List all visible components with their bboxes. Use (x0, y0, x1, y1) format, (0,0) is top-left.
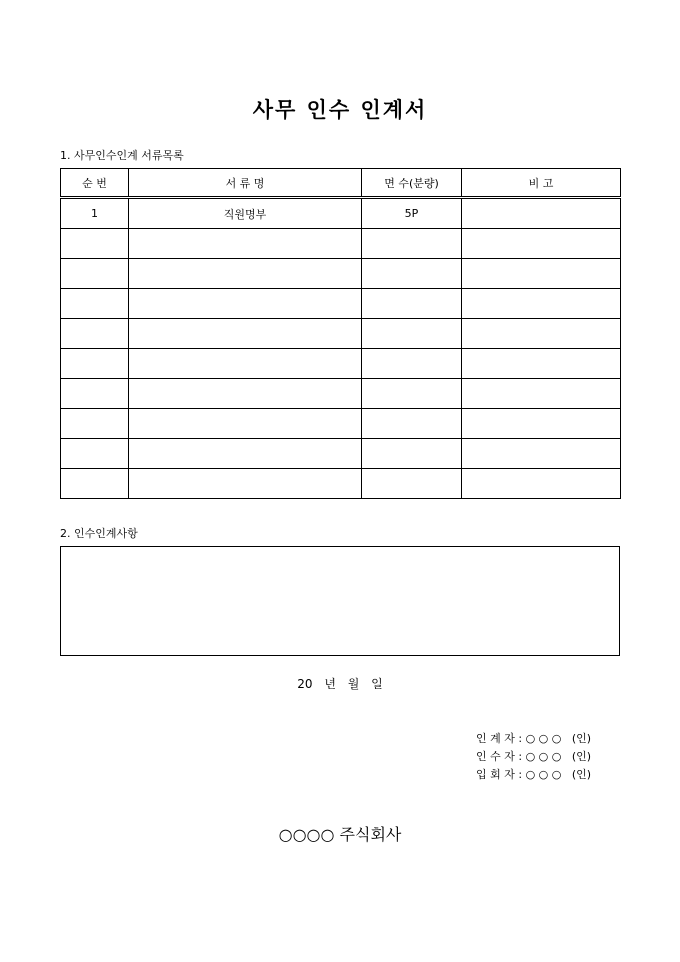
cell-page-count (362, 319, 462, 349)
document-title: 사무 인수 인계서 (252, 98, 428, 122)
table-row (61, 379, 621, 409)
cell-remarks (462, 469, 621, 499)
signer-name: ○ ○ ○ (525, 732, 562, 745)
cell-number (61, 259, 129, 289)
cell-remarks (462, 379, 621, 409)
cell-number (61, 319, 129, 349)
cell-number (61, 469, 129, 499)
cell-page-count (362, 229, 462, 259)
cell-page-count (362, 289, 462, 319)
header-page-count: 면 수(분량) (362, 169, 462, 198)
cell-document-name: 직원명부 (129, 198, 362, 229)
cell-document-name (129, 379, 362, 409)
cell-remarks (462, 319, 621, 349)
signer-name: ○ ○ ○ (525, 750, 562, 763)
cell-document-name (129, 469, 362, 499)
cell-number (61, 409, 129, 439)
cell-remarks (462, 259, 621, 289)
cell-page-count (362, 439, 462, 469)
table-row (61, 469, 621, 499)
signer-seal: (인) (571, 732, 592, 745)
table-row (61, 349, 621, 379)
signer-name: ○ ○ ○ (525, 768, 562, 781)
cell-document-name (129, 349, 362, 379)
cell-page-count: 5P (362, 198, 462, 229)
cell-remarks (462, 289, 621, 319)
signer-role: 인 수 자 : (476, 750, 523, 763)
table-row (61, 259, 621, 289)
header-document-name: 서 류 명 (129, 169, 362, 198)
cell-remarks (462, 409, 621, 439)
cell-page-count (362, 379, 462, 409)
table-row (61, 409, 621, 439)
section1-label: 1. 사무인수인계 서류목록 (60, 149, 184, 162)
signer-seal: (인) (571, 750, 592, 763)
cell-page-count (362, 259, 462, 289)
table-header-row (61, 169, 621, 198)
table-row (61, 289, 621, 319)
cell-number: 1 (61, 198, 129, 229)
signer-role: 인 계 자 : (476, 732, 523, 745)
cell-page-count (362, 469, 462, 499)
cell-document-name (129, 289, 362, 319)
signer-witness (476, 766, 591, 784)
cell-number (61, 439, 129, 469)
handover-notes-box[interactable] (60, 546, 620, 656)
signers-block (476, 730, 591, 784)
cell-document-name (129, 319, 362, 349)
cell-number (61, 379, 129, 409)
table-row (61, 319, 621, 349)
cell-remarks (462, 439, 621, 469)
table-row (61, 229, 621, 259)
document-list-table (60, 168, 621, 499)
company-name: ○○○○ 주식회사 (278, 825, 402, 844)
cell-number (61, 229, 129, 259)
table-row (61, 439, 621, 469)
date-line: 20 년 월 일 (297, 677, 383, 691)
cell-remarks (462, 349, 621, 379)
cell-remarks (462, 229, 621, 259)
cell-document-name (129, 439, 362, 469)
cell-number (61, 289, 129, 319)
cell-remarks (462, 198, 621, 229)
cell-page-count (362, 349, 462, 379)
cell-document-name (129, 229, 362, 259)
header-number: 순 번 (61, 169, 129, 198)
signer-seal: (인) (571, 768, 592, 781)
cell-document-name (129, 409, 362, 439)
signer-role: 입 회 자 : (476, 768, 523, 781)
cell-document-name (129, 259, 362, 289)
signer-handover (476, 730, 591, 748)
section2-label: 2. 인수인계사항 (60, 527, 138, 540)
table-row (61, 198, 621, 229)
cell-page-count (362, 409, 462, 439)
cell-number (61, 349, 129, 379)
header-remarks: 비 고 (462, 169, 621, 198)
table-body (61, 198, 621, 499)
signer-receiver (476, 748, 591, 766)
